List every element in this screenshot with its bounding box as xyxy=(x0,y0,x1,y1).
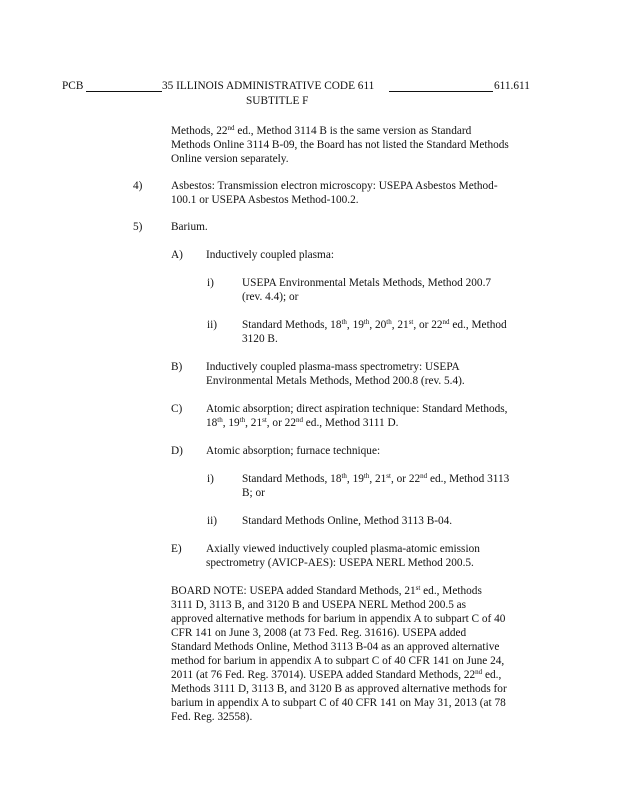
subitem-label: B) xyxy=(171,361,183,373)
subitem-label: E) xyxy=(171,543,182,555)
subitem-text: Atomic absorption; direct aspiration technique: Standard Methods, xyxy=(206,403,508,415)
subitem-label: A) xyxy=(171,249,183,261)
note-line: method for barium in appendix A to subpart C of 40 CFR 141 on June 24, xyxy=(171,655,505,667)
note-line: BOARD NOTE: USEPA added Standard Methods, 21st ed., Methods xyxy=(171,584,482,597)
note-line: barium in appendix A to subpart C of 40 CFR 141 on May 31, 2013 (at 78 xyxy=(171,697,506,709)
item-label: 5) xyxy=(133,221,143,233)
note-line: Standard Methods Online, Method 3113 B-04 as an approved alternative xyxy=(171,641,500,653)
subitem-text: 3120 B. xyxy=(242,333,278,345)
item-text: 100.1 or USEPA Asbestos Method-100.2. xyxy=(171,194,359,206)
header-rule-left xyxy=(86,91,162,92)
subitem-label: i) xyxy=(207,473,214,485)
intro-line: Online version separately. xyxy=(171,153,289,165)
subitem-label: D) xyxy=(171,445,183,457)
header-rule-right xyxy=(389,91,493,92)
note-line: Methods 3111 D, 3113 B, and 3120 B as approved alternative methods for xyxy=(171,683,507,695)
note-line: 2011 (at 76 Fed. Reg. 37014). USEPA added Standard Methods, 22nd ed., xyxy=(171,668,502,681)
subitem-text: Atomic absorption; furnace technique: xyxy=(206,445,381,457)
note-line: 3111 D, 3113 B, and 3120 B and USEPA NERL Method 200.5 as xyxy=(171,599,467,611)
subitem-text: (rev. 4.4); or xyxy=(242,291,299,303)
intro-line: Methods, 22nd ed., Method 3114 B is the same version as Standard xyxy=(171,124,472,137)
header-right: 611.611 xyxy=(494,80,530,92)
subitem-text: Standard Methods Online, Method 3113 B-04. xyxy=(242,515,453,527)
item-label: 4) xyxy=(133,180,143,192)
subitem-label: ii) xyxy=(207,515,218,527)
note-line: Fed. Reg. 32558). xyxy=(171,711,253,723)
item-text: Asbestos: Transmission electron microscopy: USEPA Asbestos Method- xyxy=(171,180,498,192)
subitem-text: Inductively coupled plasma: xyxy=(206,249,334,261)
subitem-label: C) xyxy=(171,403,183,415)
subitem-text: USEPA Environmental Metals Methods, Method 200.7 xyxy=(242,277,492,289)
subitem-text: 18th, 19th, 21st, or 22nd ed., Method 3111 D. xyxy=(206,416,399,429)
subitem-text: Standard Methods, 18th, 19th, 21st, or 22nd ed., Method 3113 xyxy=(242,472,510,485)
note-line: CFR 141 on June 3, 2008 (at 73 Fed. Reg. 31616). USEPA added xyxy=(171,627,467,639)
subitem-label: ii) xyxy=(207,319,218,331)
subitem-text: Axially viewed inductively coupled plasma-atomic emission xyxy=(206,543,480,555)
intro-line: Methods Online 3114 B-09, the Board has not listed the Standard Methods xyxy=(171,139,509,151)
subitem-label: i) xyxy=(207,277,214,289)
subitem-text: B; or xyxy=(242,487,265,499)
item-text: Barium. xyxy=(171,221,208,233)
subitem-text: Inductively coupled plasma-mass spectrometry: USEPA xyxy=(206,361,460,373)
subitem-text: Environmental Metals Methods, Method 200.8 (rev. 5.4). xyxy=(206,375,465,387)
header-subtitle: SUBTITLE F xyxy=(246,95,309,107)
header-center: 35 ILLINOIS ADMINISTRATIVE CODE 611 xyxy=(162,80,375,92)
header-left: PCB xyxy=(62,80,84,92)
note-line: approved alternative methods for barium in appendix A to subpart C of 40 xyxy=(171,613,506,625)
subitem-text: spectrometry (AVICP-AES): USEPA NERL Method 200.5. xyxy=(206,557,474,569)
subitem-text: Standard Methods, 18th, 19th, 20th, 21st, or 22nd ed., Method xyxy=(242,318,507,331)
